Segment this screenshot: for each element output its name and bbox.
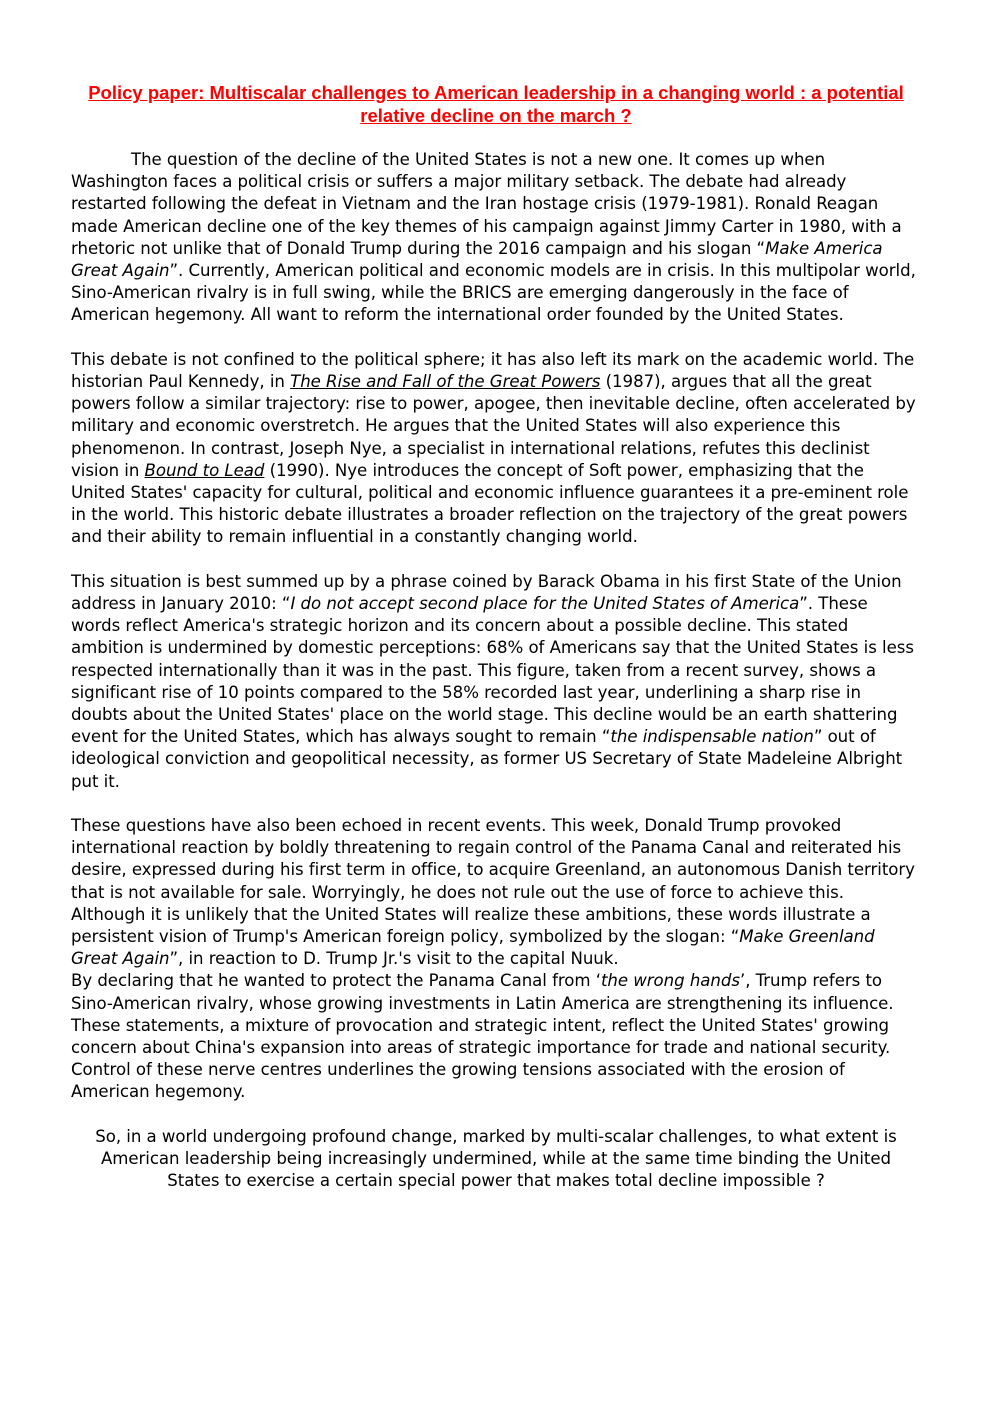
slogan-make-greenland-great-again: Make Greenland Great Again (71, 927, 875, 969)
wrong-hands-quote: the wrong hands (600, 971, 740, 991)
problematic-question: So, in a world undergoing profound change, marked by multi-scalar challenges, to what extent is American leadership being increasingly undermined, while at the same time binding the United States to exercise a certain special power that makes total decline impossible ? (95, 1126, 897, 1191)
text-segment: The question of the decline of the United States is not a new one. It comes up when Washington faces a political crisis or suffers a major military setback. The debate had already restarted following the defeat in Vietnam and the Iran hostage crisis (1979-1981). Ronald Reagan made American decline one of the key themes of his campaign against Jimmy Carter in 1980, with a rhetoric not unlike that of Donald Trump during the 2016 campaign and his slogan “ (71, 150, 902, 258)
text-segment: ”. Currently, American political and economic models are in crisis. In this multipolar world, Sino-American rivalry is in full swing, while the BRICS are emerging dangerously in the face of American hegemony. All want to reform the international order founded by the United States. (71, 261, 916, 325)
text-segment: ”. These words reflect America's strategic horizon and its concern about a possible decline. This stated ambition is undermined by domestic perceptions: 68% of Americans say that the United States is less respected internationally than it was in the past. This figure, taken from a recent survey, shows a significant rise of 10 points compared to the 58% recorded last year, underlining a sharp rise in doubts about the United States' place on the world stage. This decline would be an earth shattering event for the United States, which has always sought to remain “ (71, 594, 914, 747)
paragraph-obama-quote (71, 571, 921, 793)
book-title-bound-to-lead: Bound to Lead (144, 460, 265, 480)
book-title-rise-and-fall: The Rise and Fall of the Great Powers (290, 372, 601, 392)
text-segment: These questions have also been echoed in recent events. This week, Donald Trump provoked international reaction by boldly threatening to regain control of the Panama Canal and reiterated his desire, expressed during his first term in office, to acquire Greenland, an autonomous Danish territory that is not available for sale. Worryingly, he does not rule out the use of force to achieve this. Although it is unlikely that the United States will realize these ambitions, these words illustrate a persistent vision of Trump's American foreign policy, symbolized by the slogan: “ (71, 816, 915, 947)
document-title: Policy paper: Multiscalar challenges to American leadership in a changing world : a potential relative decline on the march ? (88, 82, 904, 126)
text-segment: By declaring that he wanted to protect the Panama Canal from ‘ (71, 971, 601, 991)
text-segment: ” out of ideological conviction and geopolitical necessity, as former US Secretary of State Madeleine Albright put it. (71, 727, 903, 791)
obama-quote: I do not accept second place for the United States of America (290, 594, 800, 614)
text-segment: (1990). Nye introduces the concept of Soft power, emphasizing that the United States' capacity for cultural, political and economic influence guarantees it a pre-eminent role in the world. This historic debate illustrates a broader reflection on the trajectory of the great powers and their ability to remain influential in a constantly changing world. (71, 460, 909, 547)
text-segment: This debate is not confined to the political sphere; it has also left its mark on the academic world. The historian Paul Kennedy, in (71, 349, 915, 392)
paragraph-recent-events (71, 815, 921, 970)
text-segment: (1987), argues that all the great powers follow a similar trajectory: rise to power, apogee, then inevitable decline, often accelerated by military and economic overstretch. He argues that the United States will also experience this phenomenon. In contrast, Joseph Nye, a specialist in international relations, refutes this declinist vision in (71, 372, 916, 480)
paragraph-panama-canal (71, 970, 921, 1103)
text-segment: ”, in reaction to D. Trump Jr.'s visit to the capital Nuuk. (169, 949, 619, 969)
indispensable-nation-quote: the indispensable nation (610, 727, 814, 747)
text-segment: ’, Trump refers to Sino-American rivalry, whose growing investments in Latin America are strengthening its influence. These statements, a mixture of provocation and strategic intent, reflect the United States' growing concern about China's expansion into areas of strategic importance for trade and national security. Control of these nerve centres underlines the growing tensions associated with the erosion of American hegemony. (71, 971, 894, 1102)
text-segment: This situation is best summed up by a phrase coined by Barack Obama in his first State of the Union address in January 2010: “ (71, 571, 902, 614)
paragraph-academic-debate (71, 349, 921, 549)
paragraph-intro (71, 149, 921, 327)
document-page (71, 82, 921, 1215)
slogan-make-america-great-again: Make America Great Again (71, 238, 883, 281)
